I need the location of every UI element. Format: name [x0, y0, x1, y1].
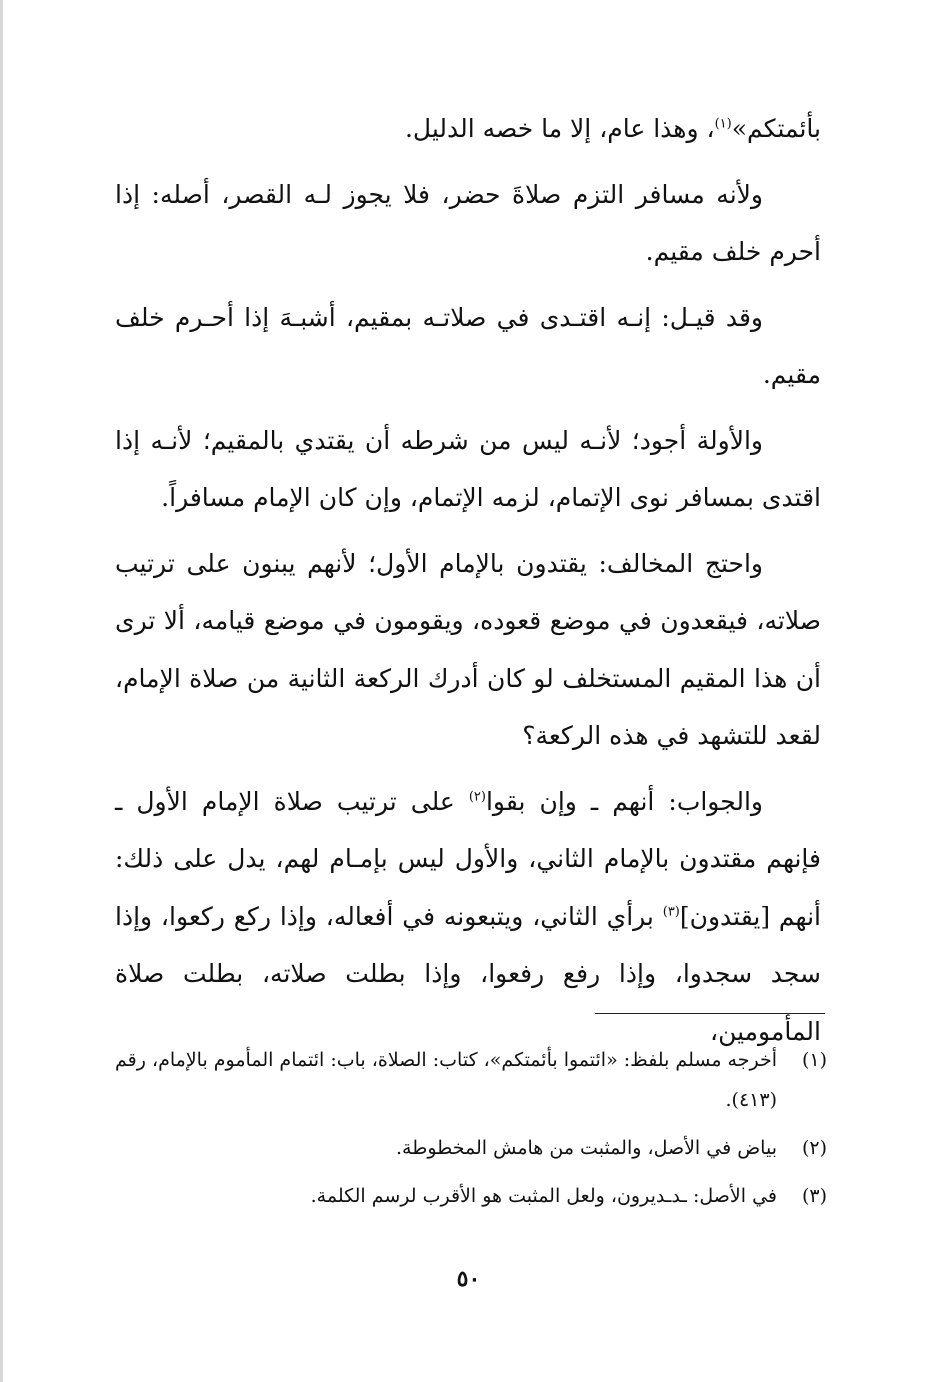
footnote-ref-2[interactable]: (٢) [468, 789, 486, 805]
footnote-number: (٢) [801, 1137, 827, 1159]
footnotes-block [115, 1040, 827, 1224]
paragraph-2: ولأنه مسافر التزم صلاةَ حضر، فلا يجوز لـه القصر، أصله: إذا أحرم خلف مقيم. [115, 179, 821, 266]
paragraph-6-middle: على ترتيب صلاة الإمام الأول ـ فإنهم مقتدون بالإمام الثاني، والأول ليس بإمـام لهم، يدل على ذلك: أنهم [يقتدون] [115, 786, 821, 931]
paragraph-6 [115, 773, 821, 1061]
footnote-text: في الأصل: ـدـديرون، ولعل المثبت هو الأقرب لرسم الكلمة. [310, 1185, 777, 1207]
footnote-ref-1[interactable]: (١) [714, 116, 732, 132]
footnote-separator [595, 1013, 825, 1014]
paragraph-3: وقد قيـل: إنـه اقتـدى في صلاتـه بمقيم، أشبـهَ إذا أحـرم خلف مقيم. [115, 302, 821, 389]
paragraph-6-end: برأي الثاني، ويتبعونه في أفعاله، وإذا ركع ركعوا، وإذا سجد سجدوا، وإذا رفع رفعوا، وإذا بطلت صلاته، بطلت صلاة المأمومين، [115, 901, 821, 1046]
page-edge-shadow [0, 0, 3, 1382]
footnote-number: (٣) [801, 1185, 827, 1207]
page-number: ٥٠ [456, 1266, 481, 1292]
footnote-2 [115, 1128, 827, 1168]
footnote-number: (١) [801, 1049, 827, 1071]
footnote-text: أخرجه مسلم بلفظ: «ائتموا بأئمتكم»، كتاب: الصلاة، باب: ائتمام المأموم بالإمام، رقم (٤١٣). [115, 1049, 777, 1111]
paragraph-1-start: بأئمتكم» [731, 114, 821, 143]
paragraph-6-start: والجواب: أنهم ـ وإن بقوا [485, 786, 763, 816]
footnote-3 [115, 1176, 827, 1216]
paragraph-1 [115, 100, 821, 158]
footnote-text: بياض في الأصل، والمثبت من هامش المخطوطة. [396, 1137, 777, 1159]
paragraph-5: واحتج المخالف: يقتدون بالإمام الأول؛ لأنهم يبنون على ترتيب صلاته، فيقعدون في موضع قعوده، ويقومون في موضع قيامه، ألا ترى أن هذا المقيم المستخلف لو كان أدرك الركعة الثانية من صلاة الإمام، لقعد للتشهد في هذه الركعة؟ [115, 548, 821, 750]
paragraph-4: والأولة أجود؛ لأنـه ليس من شرطه أن يقتدي بالمقيم؛ لأنـه إذا اقتدى بمسافر نوى الإتمام، لزمه الإتمام، وإن كان الإمام مسافراً. [115, 425, 821, 512]
footnote-1 [115, 1040, 827, 1120]
paragraph-1-end: ، وهذا عام، إلا ما خصه الدليل. [404, 114, 715, 143]
main-text-block [115, 100, 821, 1060]
footnote-ref-3[interactable]: (٣) [662, 904, 680, 920]
